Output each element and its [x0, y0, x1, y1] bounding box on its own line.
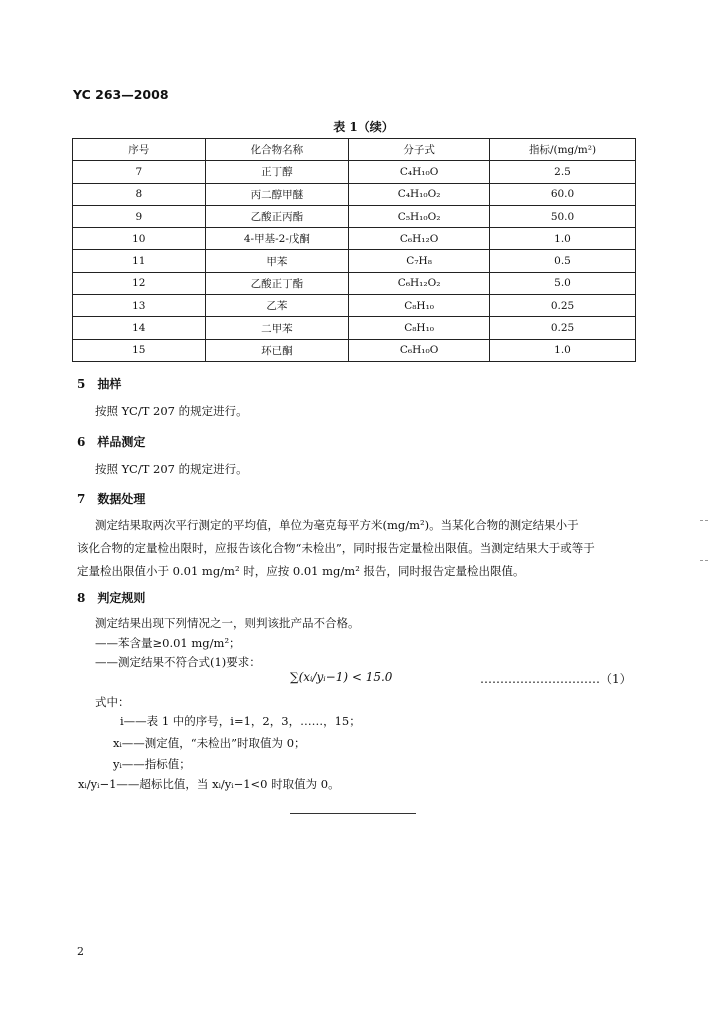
page-number: 2 [77, 945, 84, 958]
table-header-row [73, 139, 636, 161]
section-7-line-3: 定量检出限值小于 0.01 mg/m² 时，应按 0.01 mg/m² 报告，同时报告定量检出限值。 [77, 564, 525, 578]
cell-compound: 乙酸正丁酯 [205, 272, 349, 294]
cell-limit: 1.0 [490, 339, 636, 361]
formula-expression: ∑(xᵢ/yᵢ−1) < 15.0 [290, 670, 393, 684]
cell-compound: 甲苯 [205, 250, 349, 272]
section-5-heading: 5 抽样 [77, 377, 122, 391]
cell-compound: 丙二醇甲醚 [205, 183, 349, 205]
cell-limit: 1.0 [490, 228, 636, 250]
cell-no: 8 [73, 183, 206, 205]
section-8-item-2: ——测定结果不符合式(1)要求： [95, 655, 261, 669]
scan-mark [700, 520, 708, 521]
cell-no: 10 [73, 228, 206, 250]
where-ratio-definition: xᵢ/yᵢ−1——超标比值，当 xᵢ/yᵢ−1<0 时取值为 0。 [78, 777, 340, 791]
table-row [73, 295, 636, 317]
table-row [73, 161, 636, 183]
cell-limit: 0.5 [490, 250, 636, 272]
compound-table [72, 138, 636, 362]
cell-formula: C₈H₁₀ [349, 295, 490, 317]
cell-limit: 5.0 [490, 272, 636, 294]
cell-formula: C₇H₈ [349, 250, 490, 272]
cell-formula: C₅H₁₀O₂ [349, 205, 490, 227]
standard-code: YC 263—2008 [73, 87, 169, 102]
section-6-heading: 6 样品测定 [77, 435, 146, 449]
scan-mark [700, 560, 708, 561]
section-8-heading: 8 判定规则 [77, 591, 146, 605]
cell-formula: C₄H₁₀O₂ [349, 183, 490, 205]
table-row [73, 183, 636, 205]
formula-number: …………………………（1） [480, 672, 632, 686]
section-8-intro: 测定结果出现下列情况之一，则判该批产品不合格。 [95, 616, 360, 630]
section-6-text: 按照 YC/T 207 的规定进行。 [95, 462, 248, 476]
section-8-item-1: ——苯含量≥0.01 mg/m²； [95, 636, 241, 650]
cell-formula: C₆H₁₂O₂ [349, 272, 490, 294]
table-row [73, 272, 636, 294]
cell-compound: 4-甲基-2-戊酮 [205, 228, 349, 250]
cell-limit: 0.25 [490, 317, 636, 339]
column-header-formula: 分子式 [349, 139, 490, 161]
where-y-definition: yᵢ——指标值； [113, 757, 191, 771]
cell-limit: 50.0 [490, 205, 636, 227]
column-header-compound: 化合物名称 [205, 139, 349, 161]
column-header-limit: 指标/(mg/m²) [490, 139, 636, 161]
cell-no: 7 [73, 161, 206, 183]
end-rule [290, 813, 416, 814]
cell-no: 12 [73, 272, 206, 294]
cell-limit: 2.5 [490, 161, 636, 183]
section-7-heading: 7 数据处理 [77, 492, 146, 506]
table-row [73, 339, 636, 361]
table-caption: 表 1（续） [333, 120, 394, 134]
where-i-definition: i——表 1 中的序号，i=1，2，3，……，15； [120, 714, 361, 728]
cell-compound: 正丁醇 [205, 161, 349, 183]
cell-formula: C₆H₁₂O [349, 228, 490, 250]
cell-compound: 乙苯 [205, 295, 349, 317]
section-5-text: 按照 YC/T 207 的规定进行。 [95, 404, 248, 418]
cell-compound: 环已酮 [205, 339, 349, 361]
cell-limit: 60.0 [490, 183, 636, 205]
cell-no: 13 [73, 295, 206, 317]
cell-no: 14 [73, 317, 206, 339]
section-7-line-1: 测定结果取两次平行测定的平均值，单位为毫克每平方米(mg/m²)。当某化合物的测定结果小于 [95, 518, 579, 532]
cell-no: 15 [73, 339, 206, 361]
cell-formula: C₆H₁₀O [349, 339, 490, 361]
cell-compound: 二甲苯 [205, 317, 349, 339]
cell-formula: C₄H₁₀O [349, 161, 490, 183]
cell-limit: 0.25 [490, 295, 636, 317]
table-row [73, 228, 636, 250]
column-header-no: 序号 [73, 139, 206, 161]
section-7-line-2: 该化合物的定量检出限时，应报告该化合物“未检出”，同时报告定量检出限值。当测定结果大于或等于 [77, 541, 595, 555]
where-label: 式中： [95, 695, 130, 709]
table-row [73, 250, 636, 272]
cell-no: 11 [73, 250, 206, 272]
cell-compound: 乙酸正丙酯 [205, 205, 349, 227]
table-row [73, 205, 636, 227]
where-x-definition: xᵢ——测定值，“未检出”时取值为 0； [113, 736, 306, 750]
cell-formula: C₈H₁₀ [349, 317, 490, 339]
table-row [73, 317, 636, 339]
cell-no: 9 [73, 205, 206, 227]
